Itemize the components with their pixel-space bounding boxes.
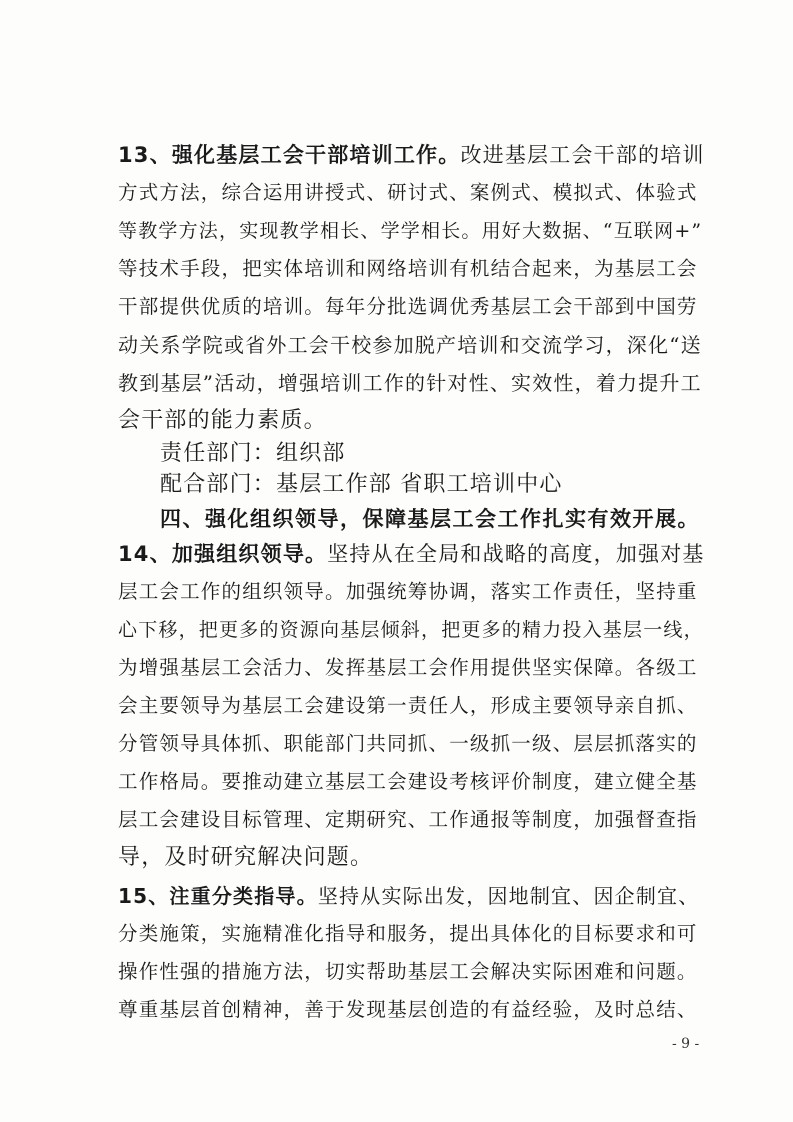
section-13-text: 改进基层工会干部的培训 xyxy=(460,143,705,167)
responsible-department: 责任部门：组织部 xyxy=(160,441,346,466)
section-15-heading: 15、注重分类指导。 xyxy=(118,884,318,908)
section-14-text: 坚持从在全局和战略的高度，加强对基 xyxy=(327,542,705,566)
section-15-line-4: 尊重基层首创精神，善于发现基层创造的有益经验，及时总结、 xyxy=(118,998,698,1021)
section-15-line-3: 操作性强的措施方法，切实帮助基层工会解决实际困难和问题。 xyxy=(118,960,698,983)
section-13-line-1 xyxy=(118,136,705,174)
section-13-line-7: 教到基层”活动，增强培训工作的针对性、实效性，着力提升工 xyxy=(118,371,702,395)
page-number: - 9 - xyxy=(672,1036,700,1052)
section-15-line-1 xyxy=(118,877,699,915)
section-14-line-8: 层工会建设目标管理、定期研究、工作通报等制度，加强督查指 xyxy=(118,808,698,831)
section-14-line-9: 导，及时研究解决问题。 xyxy=(118,845,374,870)
section-14-line-1 xyxy=(118,535,705,573)
section-15-text: 坚持从实际出发，因地制宜、因企制宜、 xyxy=(317,884,700,908)
section-13-line-2: 方式方法，综合运用讲授式、研讨式、案例式、模拟式、体验式 xyxy=(118,181,698,204)
section-13-line-3: 等教学方法，实现教学相长、学学相长。用好大数据、“互联网+” xyxy=(118,220,703,242)
cooperating-department: 配合部门：基层工作部 省职工培训中心 xyxy=(160,472,563,497)
section-13-line-4: 等技术手段，把实体培训和网络培训有机结合起来，为基层工会 xyxy=(118,257,698,280)
section-14-heading: 14、加强组织领导。 xyxy=(118,542,328,566)
section-14-line-3: 心下移，把更多的资源向基层倾斜，把更多的精力投入基层一线， xyxy=(118,619,704,641)
section-14-line-4: 为增强基层工会活力、发挥基层工会作用提供坚实保障。各级工 xyxy=(118,656,698,679)
section-four-heading: 四、强化组织领导，保障基层工会工作扎实有效开展。 xyxy=(160,507,700,531)
section-14-line-6: 分管领导具体抓、职能部门共同抓、一级抓一级、层层抓落实的 xyxy=(118,732,698,755)
section-13-heading: 13、强化基层工会干部培训工作。 xyxy=(118,143,461,167)
section-14-line-5: 会主要领导为基层工会建设第一责任人，形成主要领导亲自抓、 xyxy=(118,694,698,717)
section-15-line-2: 分类施策，实施精准化指导和服务，提出具体化的目标要求和可 xyxy=(118,922,698,945)
section-13-line-6: 动关系学院或省外工会干校参加脱产培训和交流学习，深化“送 xyxy=(118,333,702,357)
section-14-line-2: 层工会工作的组织领导。加强统筹协调，落实工作责任，坚持重 xyxy=(118,580,698,603)
section-13-line-8: 会干部的能力素质。 xyxy=(118,408,327,433)
section-13-line-5: 干部提供优质的培训。每年分批选调优秀基层工会干部到中国劳 xyxy=(118,295,698,318)
section-14-line-7: 工作格局。要推动建立基层工会建设考核评价制度，建立健全基 xyxy=(118,770,698,793)
